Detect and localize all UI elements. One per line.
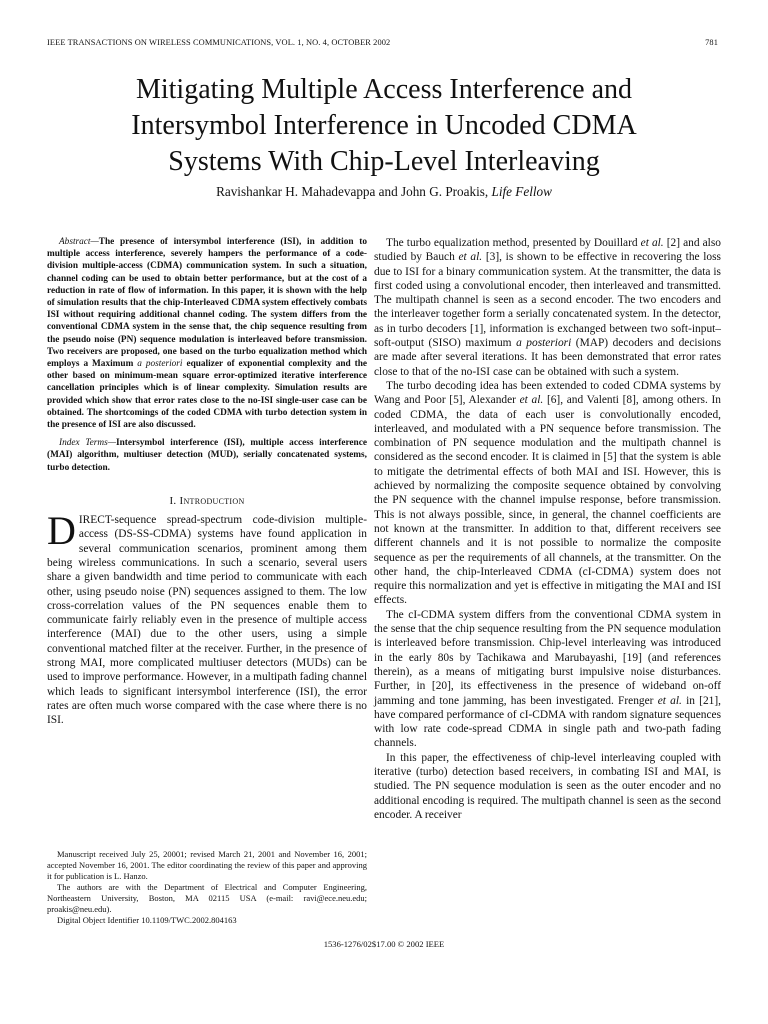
abstract [47,236,367,431]
journal-header: IEEE TRANSACTIONS ON WIRELESS COMMUNICATIONS, VOL. 1, NO. 4, OCTOBER 2002 [47,38,391,47]
right-column [374,236,721,822]
section-heading [47,494,367,508]
et-al: et al. [657,694,682,707]
author-line [40,184,728,200]
abstract-italic: a posteriori [137,359,183,370]
footnote-doi: Digital Object Identifier 10.1109/TWC.2002.804163 [57,915,237,925]
author-fellow-grade: Life Fellow [491,184,552,199]
body-paragraph [374,608,721,751]
abstract-label: Abstract— [59,237,99,247]
footnote-affiliation: The authors are with the Department of Electrical and Computer Engineering, Northeastern University, Boston, MA 02115 USA (e-mail: ravi@ece.neu.edu; proakis@neu.edu). [47,882,367,914]
text-run: The turbo decoding idea has been extended to coded CDMA systems by Wang and Poor [5], Alexander [374,379,721,407]
body-paragraph [374,236,721,379]
drop-cap: D [47,508,76,554]
text-run: The turbo equalization method, presented by Douillard [386,237,638,249]
text-run: [6], and Valenti [8], among others. In coded CDMA, the data of each user is convolutionally encoded, interleaved, and modulated with a PN sequence before transmission. The combination of PN sequence modulation and the multipath channel is considered as the second encoder. It is claimed in [5] that the system is able to mitigate the detrimental effects of both MAI and ISI. However, this is achieved by normalizing the composite sequence obtained by convolving the PN sequence with the channel impulse response, before transmission. This is not always possible, since, in general, the channel coefficients are not known at the transmitter. In addition to that, different receivers see different channels and it is not possible to normalize the composite sequence as per the requirements of all channels, at the transmitter. On the other hand, the chip-Interleaved CDMA (cI-CDMA) system does not require this normalization and yet is effective in mitigating the MAI and ISI effects. [374,394,721,607]
intro-paragraph [47,508,367,727]
text-run: (MAP) decoders and decisions are made after several iterations. It has been demonstrated that error rates close to that of the no-ISI case can be obtained with such a system. [374,337,721,378]
text-run: [2] and also studied by Bauch [374,237,721,264]
copyright-footer: 1536-1276/02$17.00 © 2002 IEEE [323,939,445,949]
text-run: The cI-CDMA system differs from the conventional CDMA system in the sense that the chip sequence resulting from the PN sequence modulation is interleaved before transmission. Chip-level interleaving was introduced in the early 80s by Tachikawa and Marubayashi, [19] (and references therein), as a means of mitigating burst impulsive noise disturbances. Further, in [20], its effectiveness in the presence of wideband on-off jamming and tone jamming, has been investigated. Frenger [374,608,721,707]
index-terms-label: Index Terms— [59,438,117,449]
abstract-text-2: equalizer of exponential complexity and the other based on minimum-mean square error-optimized iterative interference cancellation principles which is of linear complexity. Simulation results are provided which show that error rates close to the no-ISI single-user case can be obtained. The shortcomings of the coded CDMA with turbo detection system in the presence of ISI are also discussed. [47,359,367,431]
body-paragraph: In this paper, the effectiveness of chip-level interleaving coupled with iterative (turbo) detection based receivers, in combating ISI and MAI, is studied. The PN sequence modulation is seen as the outer encoder and no additional encoding is required. The multipath channel is seen as the second encoder. A receiver [374,751,721,821]
title-line: Systems With Chip-Level Interleaving [168,146,600,177]
et-al: et al. [519,394,544,407]
paper-title [40,72,728,180]
footnotes [47,849,367,926]
author-names: Ravishankar H. Mahadevappa and John G. Proakis, [216,184,489,199]
title-line: Mitigating Multiple Access Interference and [135,74,633,105]
footnote-manuscript: Manuscript received July 25, 20001; revised March 21, 2001 and November 16, 2001; accepted November 16, 2001. The editor coordinating the review of this paper and approving it for publication is L. Hanzo. [47,849,367,881]
abstract-text-1: The presence of intersymbol interference (ISI), in addition to multiple access interference, severely hampers the performance of a code-division multiple-access (CDMA) communication system. In such a situation, channel coding can be used to obtain better performance, but at the cost of a reduction in rate of flow of information. In this paper, it is shown with the help of simulation results that the chip-Interleaved CDMA system effectively combats ISI without requiring additional channel coding. The system differs from the conventional CDMA system in the sense that, the chip sequence resulting from the pseudo noise (PN) sequence modulation is interleaved before transmission. Two receivers are proposed, one based on the turbo equalization method which employs a Maximum [47,237,367,370]
intro-text: IRECT-sequence spread-spectrum code-division multiple-access (DS-SS-CDMA) systems have found application in several communication scenarios, prominent among them being wireless communications. In such a scenario, several users share a given bandwidth and time period to communicate with each other, using pseudo noise (PN) sequences assigned to them. The low cross-correlation values of the PN sequences enable them to communicate fairly reliably even in the presence of multiple access interference (MAI) due to the other users, using a simple conventional matched filter at the receiver. Further, in the presence of strong MAI, more complicated multiuser detectors (MUDs) can be used to improve performance. However, in a multipath fading channel which leads to significant intersymbol interference (ISI), the error rates are often much worse compared with the case where there is no ISI. [47,514,367,727]
et-al: et al. [640,237,664,249]
index-terms-text: Intersymbol interference (ISI), multiple access interference (MAI) algorithm, multiuser detection (MUD), serially concatenated systems, turbo detection. [47,438,367,473]
left-column [47,236,367,728]
italic-term: a posteriori [516,337,572,350]
section-title: Introduction [179,494,245,507]
et-al: et al. [458,251,483,264]
index-terms [47,437,367,474]
title-line: Intersymbol Interference in Uncoded CDMA [131,110,637,141]
page-number: 781 [705,38,718,47]
section-number: I. [169,494,177,507]
text-run: [3], is shown to be effective in recovering the loss due to ISI for a binary communication system. At the transmitter, the data is first coded using a convolutional encoder, then interleaved and transmitted. The multipath channel is seen as a second encoder. The two encoders and the interleaver together form a serially concatenated system. In the detector, as in turbo decoders [1], information is exchanged between two soft-input–soft-output (SISO) maximum [374,251,721,350]
body-paragraph [374,379,721,608]
text-run: in [21], have compared performance of cI-CDMA with random signature sequences with low rate code-spread CDMA in single path and two-path fading channels. [374,694,721,750]
